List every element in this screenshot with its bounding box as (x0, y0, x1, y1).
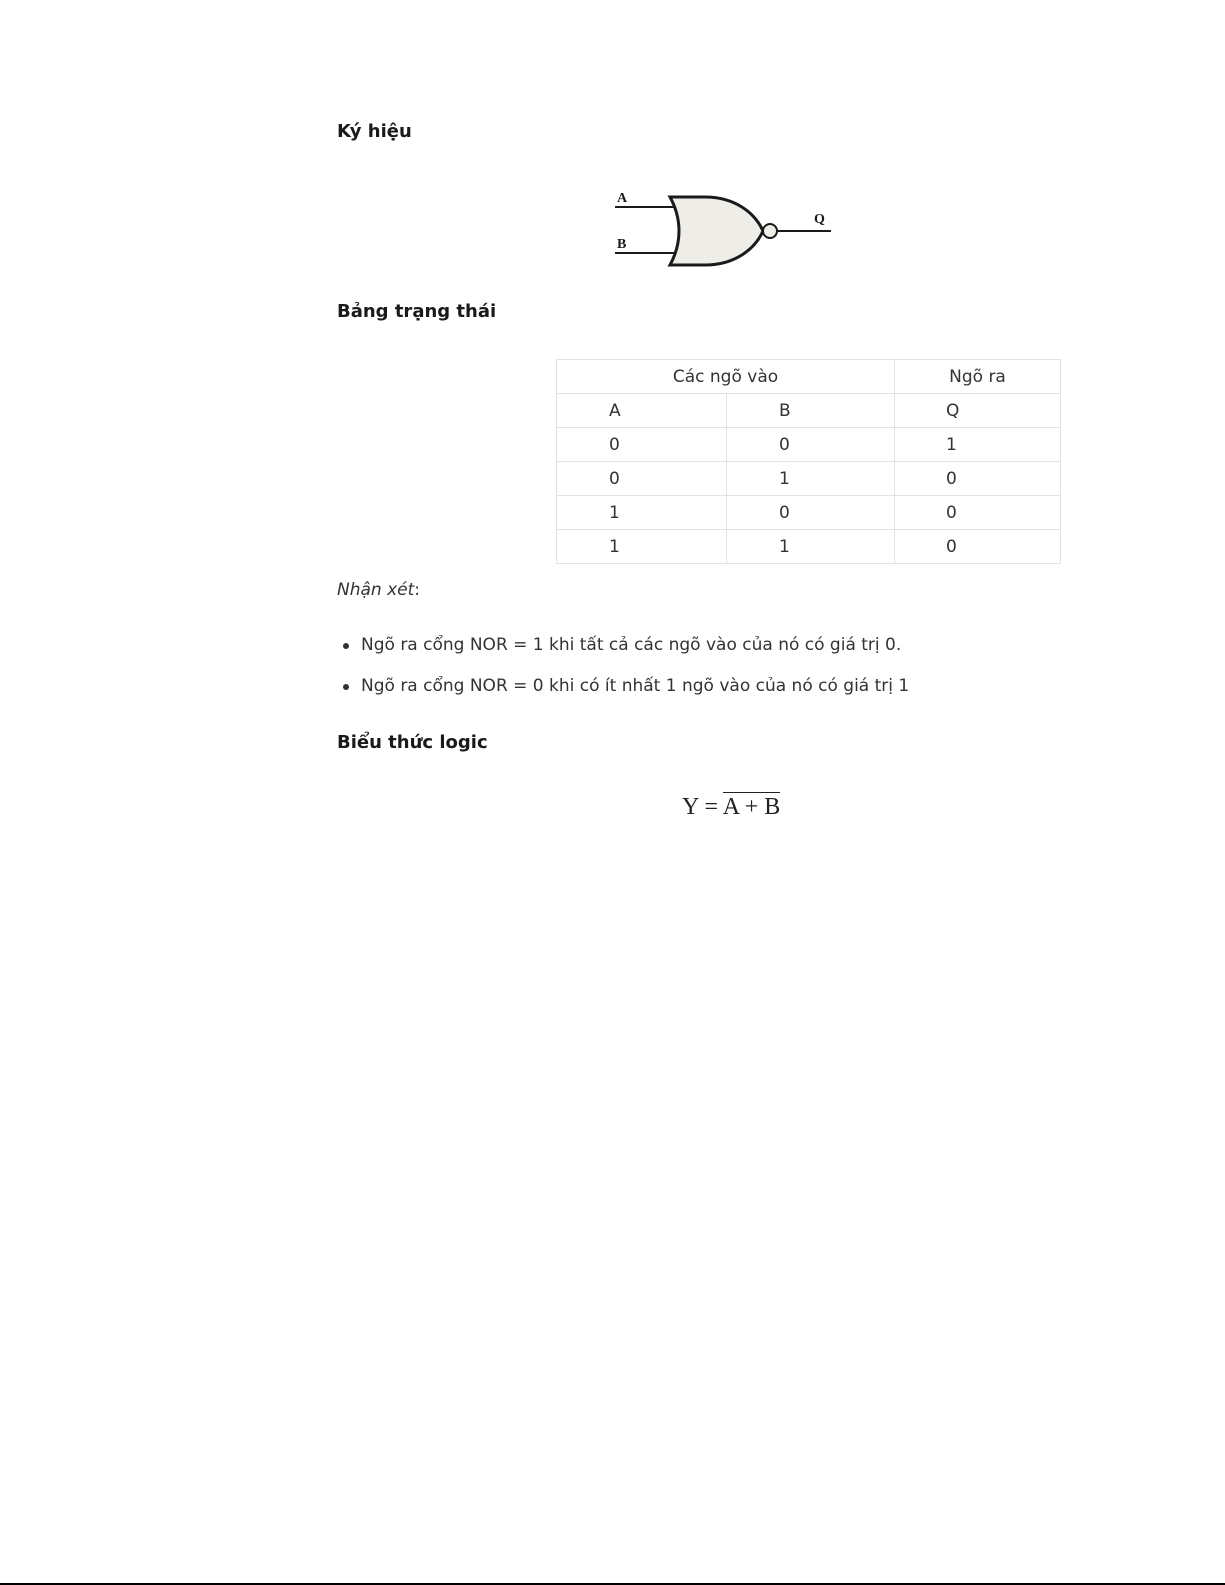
table-row (557, 496, 1061, 530)
table-row (557, 462, 1061, 496)
list-item (337, 668, 909, 709)
cell-q: 0 (895, 462, 1061, 496)
truth-table-column-header-row (557, 394, 1061, 428)
truth-table-group-header-row (557, 360, 1061, 394)
output-q-label: Q (814, 212, 825, 227)
table-row (557, 530, 1061, 564)
column-header-q: Q (895, 394, 1061, 428)
state-table-heading: Bảng trạng thái (337, 301, 497, 322)
nor-gate-diagram (610, 183, 840, 273)
cell-b: 1 (727, 530, 895, 564)
formula-lhs: Y (682, 794, 699, 820)
cell-a: 1 (557, 496, 727, 530)
logic-formula (682, 794, 780, 821)
nor-inversion-bubble (763, 224, 777, 238)
cell-b: 0 (727, 428, 895, 462)
list-item-text: Ngõ ra cổng NOR = 1 khi tất cả các ngõ vào của nó có giá trị 0. (361, 635, 902, 655)
bullet-dot-icon (343, 684, 349, 690)
nor-gate-body (670, 197, 763, 265)
cell-q: 0 (895, 530, 1061, 564)
input-a-label: A (617, 191, 628, 206)
list-item-text: Ngõ ra cổng NOR = 0 khi có ít nhất 1 ngõ vào của nó có giá trị 1 (361, 676, 910, 696)
truth-table (556, 359, 1061, 564)
group-header-output: Ngõ ra (895, 360, 1061, 394)
column-header-b: B (727, 394, 895, 428)
cell-q: 1 (895, 428, 1061, 462)
cell-q: 0 (895, 496, 1061, 530)
column-header-a: A (557, 394, 727, 428)
table-row (557, 428, 1061, 462)
list-item (337, 627, 909, 668)
remark-label-text: Nhận xét (337, 580, 415, 600)
cell-a: 0 (557, 462, 727, 496)
symbol-heading: Ký hiệu (337, 121, 412, 142)
cell-a: 0 (557, 428, 727, 462)
remark-colon: : (414, 580, 421, 600)
cell-a: 1 (557, 530, 727, 564)
formula-equals: = (704, 794, 718, 820)
input-b-label: B (617, 237, 627, 252)
group-header-inputs: Các ngõ vào (557, 360, 895, 394)
bullet-dot-icon (343, 643, 349, 649)
logic-expression-heading: Biểu thức logic (337, 732, 488, 753)
remark-list (337, 627, 909, 709)
cell-b: 0 (727, 496, 895, 530)
remark-label (337, 580, 420, 600)
cell-b: 1 (727, 462, 895, 496)
formula-rhs-overline: A + B (722, 794, 781, 820)
